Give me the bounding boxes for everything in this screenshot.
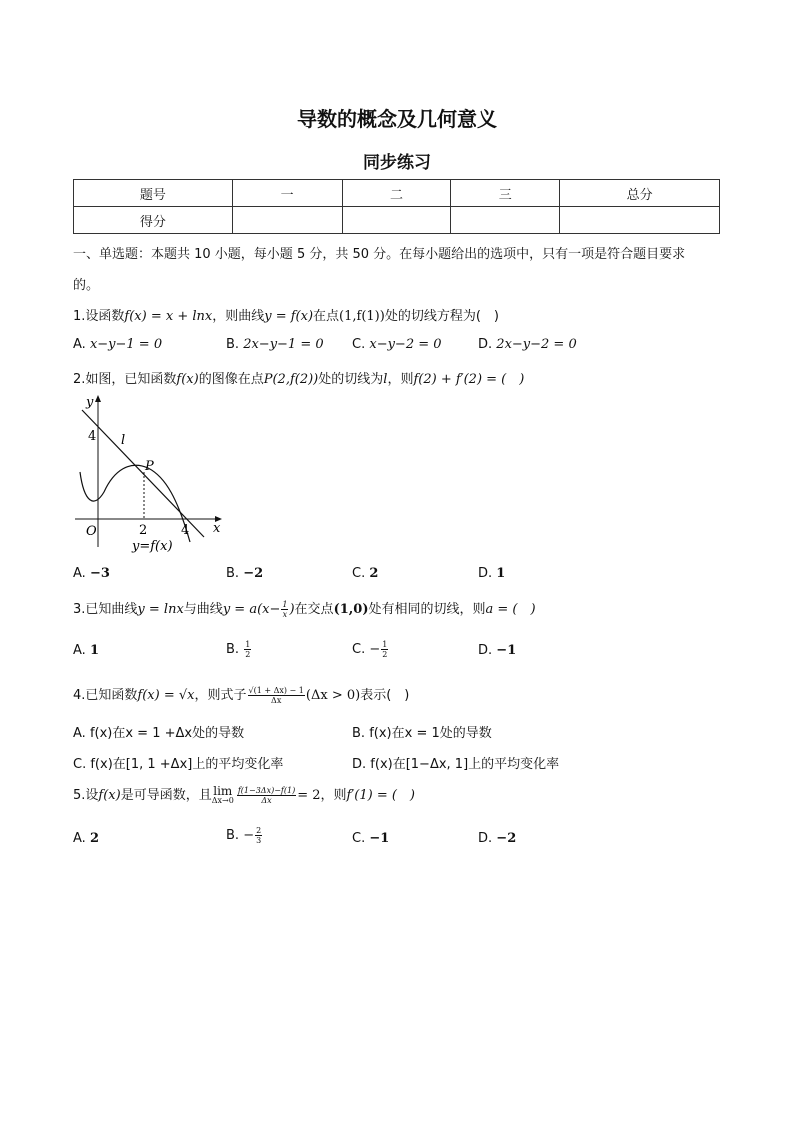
score-cell: 总分	[560, 180, 720, 207]
fraction: $\frac{1}{2}$	[382, 640, 388, 659]
question-number: 3.	[73, 602, 86, 617]
x-tick-4: 4	[181, 523, 190, 538]
question-number: 4.	[73, 688, 86, 703]
question-number: 5.	[73, 788, 86, 803]
question-3: 3.已知曲线y = lnx与曲线y = a(x− $\frac{1}{x}$ )在交点(1,0)处有相同的切线，则a = ( )	[73, 600, 536, 619]
x-axis-label: x	[213, 521, 221, 536]
score-table-header-row	[74, 180, 720, 207]
q4-option-a[interactable]: A. f(x)在x = 1 +Δx处的导数	[73, 726, 245, 741]
q5-option-b[interactable]: B. − $\frac{2}{3}$	[226, 826, 262, 845]
question-2: 2.如图，已知函数f(x)的图像在点P(2,f(2))处的切线为l，则f(2) + f′(2) = ( )	[73, 372, 525, 387]
y-axis-arrow-icon	[95, 395, 101, 402]
question-number: 1.	[73, 309, 86, 324]
curve-label: y=f(x)	[132, 539, 173, 554]
question-number: 2.	[73, 372, 86, 387]
x-tick-2: 2	[139, 523, 148, 538]
q5-option-c[interactable]: C. −1	[352, 831, 390, 846]
score-table-score-row	[74, 207, 720, 234]
q4-option-d[interactable]: D. f(x)在[1−Δx, 1]上的平均变化率	[352, 757, 560, 772]
function-graph-figure	[70, 392, 230, 557]
y-axis-label: y	[86, 395, 94, 410]
score-input-cell[interactable]	[232, 207, 342, 234]
q2-option-a[interactable]: A. −3	[73, 566, 110, 581]
q3-option-c[interactable]: C. − $\frac{1}{2}$	[352, 640, 388, 659]
score-cell: 得分	[74, 207, 233, 234]
score-cell: 一	[232, 180, 342, 207]
q3-option-a[interactable]: A. 1	[73, 643, 99, 658]
q4-option-b[interactable]: B. f(x)在x = 1处的导数	[352, 726, 492, 741]
q5-option-a[interactable]: A. 2	[73, 831, 99, 846]
q3-option-d[interactable]: D. −1	[478, 643, 517, 658]
q2-option-d[interactable]: D. 1	[478, 566, 506, 581]
fraction: $\frac{f(1-3\Delta x)-f(1)}{\Delta x}$	[237, 786, 296, 805]
fraction: $\frac{√(1 + \Delta x) - 1}{\Delta x}$	[248, 686, 304, 705]
score-cell: 题号	[74, 180, 233, 207]
section-heading-line2: 的。	[73, 278, 100, 293]
origin-label: O	[86, 524, 97, 539]
section-heading-line1: 一、单选题：本题共 10 小题，每小题 5 分，共 50 分。在每小题给出的选项中，只有一项是符合题目要求	[73, 247, 686, 262]
score-input-cell[interactable]	[342, 207, 451, 234]
page-title: 导数的概念及几何意义	[297, 107, 497, 131]
point-p-label: P	[145, 459, 154, 474]
fraction: $\frac{2}{3}$	[256, 826, 262, 845]
q1-option-d[interactable]: D. 2x−y−2 = 0	[478, 337, 577, 352]
q1-option-a[interactable]: A. x−y−1 = 0	[73, 337, 163, 352]
fraction: $\frac{1}{2}$	[245, 640, 251, 659]
score-input-cell[interactable]	[560, 207, 720, 234]
line-l-label: l	[121, 433, 126, 448]
limit-symbol: lim Δx→0	[211, 783, 234, 805]
q1-option-c[interactable]: C. x−y−2 = 0	[352, 337, 442, 352]
question-1: 1.设函数f(x) = x + lnx，则曲线y = f(x)在点(1,f(1))处的切线方程为( )	[73, 309, 499, 324]
fraction: $\frac{1}{x}$	[282, 600, 288, 619]
score-table	[73, 179, 720, 234]
question-5: 5.设f(x)是可导函数，且 lim Δx→0 $\frac{f(1-3\Delta x)-f(1)}{\Delta x}$ = 2，则f′(1) = ( )	[73, 783, 415, 805]
q5-option-d[interactable]: D. −2	[478, 831, 517, 846]
q4-option-c[interactable]: C. f(x)在[1, 1 +Δx]上的平均变化率	[73, 757, 284, 772]
score-input-cell[interactable]	[451, 207, 560, 234]
question-4: 4.已知函数f(x) = √x，则式子 $\frac{√(1 + \Delta x) - 1}{\Delta x}$ (Δx > 0)表示( )	[73, 686, 410, 705]
score-cell: 二	[342, 180, 451, 207]
page-subtitle: 同步练习	[363, 153, 431, 173]
score-cell: 三	[451, 180, 560, 207]
q3-option-b[interactable]: B. $\frac{1}{2}$	[226, 640, 251, 659]
q2-option-b[interactable]: B. −2	[226, 566, 264, 581]
q2-option-c[interactable]: C. 2	[352, 566, 379, 581]
y-tick-4: 4	[88, 429, 97, 444]
tangent-line-l	[82, 410, 204, 537]
q1-option-b[interactable]: B. 2x−y−1 = 0	[226, 337, 324, 352]
